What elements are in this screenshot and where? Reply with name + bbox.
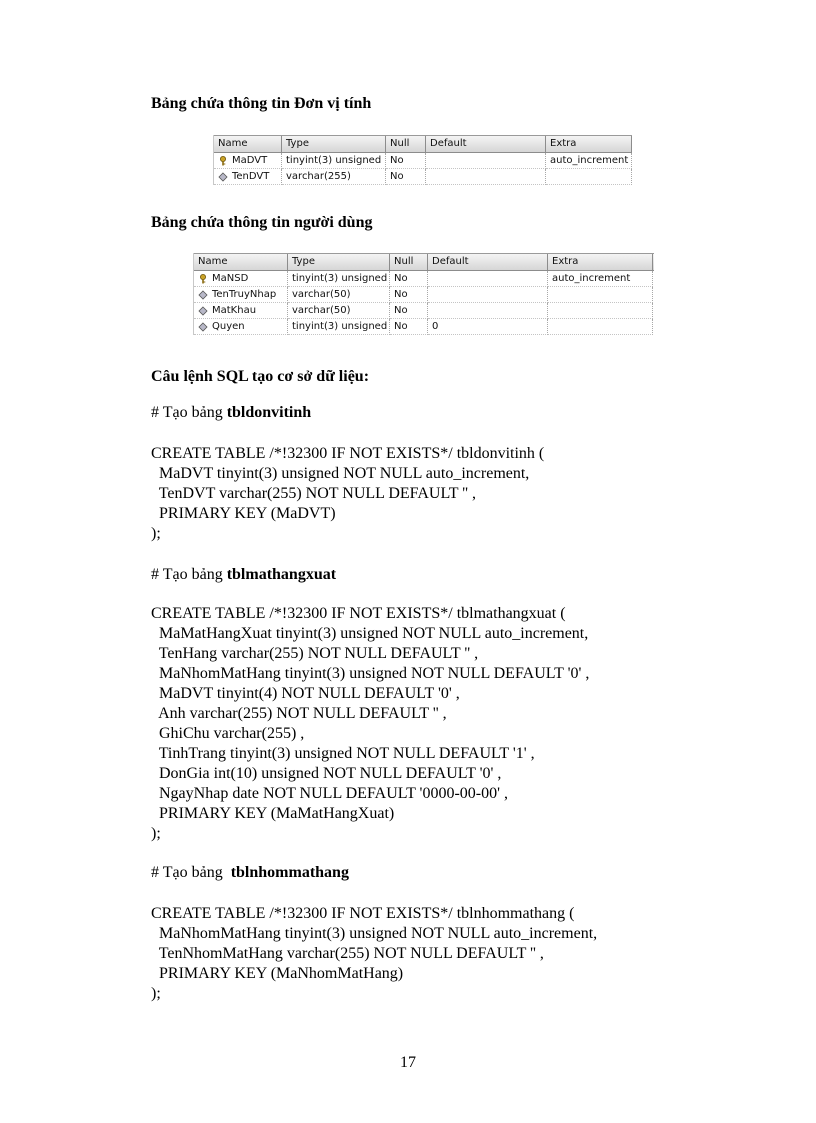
field-extra [546, 169, 632, 185]
comment-prefix: # Tạo bảng [151, 566, 227, 583]
sql-block-mathangxuat [151, 604, 589, 844]
field-default [428, 271, 548, 287]
sql-block-nhommathang [151, 904, 597, 1004]
column-header-null: Null [386, 136, 426, 152]
field-extra: auto_increment [548, 271, 653, 287]
field-icon [198, 290, 208, 300]
code-line: CREATE TABLE /*!32300 IF NOT EXISTS*/ tblmathangxuat ( [151, 605, 566, 622]
field-icon [198, 306, 208, 316]
field-default: 0 [428, 319, 548, 335]
comment-table-name: tblnhommathang [230, 864, 349, 881]
users-table-header [194, 253, 654, 271]
field-type: varchar(50) [288, 303, 390, 319]
field-default [426, 169, 546, 185]
table-row [194, 303, 654, 319]
primary-key-icon [218, 156, 228, 166]
field-extra [548, 319, 653, 335]
code-line: ); [151, 525, 161, 542]
column-header-extra: Extra [546, 136, 632, 152]
units-schema-table [213, 135, 632, 185]
column-header-type: Type [288, 254, 390, 270]
comment-prefix: # Tạo bảng [151, 404, 227, 421]
table-row [214, 153, 632, 169]
column-header-type: Type [282, 136, 386, 152]
code-line: MaNhomMatHang tinyint(3) unsigned NOT NULL DEFAULT '0' , [151, 665, 590, 682]
heading-units-table: Bảng chứa thông tin Đơn vị tính [151, 95, 372, 112]
column-header-extra: Extra [548, 254, 653, 270]
field-name: MaNSD [212, 273, 249, 284]
column-header-name: Name [194, 254, 288, 270]
code-line: PRIMARY KEY (MaMatHangXuat) [151, 805, 395, 822]
code-line: TenHang varchar(255) NOT NULL DEFAULT '' , [151, 645, 479, 662]
column-header-name: Name [214, 136, 282, 152]
comment-prefix: # Tạo bảng [151, 864, 231, 881]
heading-users-table: Bảng chứa thông tin người dùng [151, 214, 373, 231]
code-line: GhiChu varchar(255) , [151, 725, 305, 742]
comment-table-name: tbldonvitinh [226, 404, 312, 421]
field-type: varchar(50) [288, 287, 390, 303]
code-line: Anh varchar(255) NOT NULL DEFAULT '' , [151, 705, 447, 722]
field-icon [218, 172, 228, 182]
comment-create-table-mathangxuat [151, 566, 336, 584]
code-line: MaDVT tinyint(4) NOT NULL DEFAULT '0' , [151, 685, 460, 702]
field-default [428, 303, 548, 319]
table-row [194, 271, 654, 287]
field-name: MatKhau [212, 305, 257, 316]
field-name: MaDVT [232, 155, 268, 166]
table-row [194, 287, 654, 303]
code-line: PRIMARY KEY (MaDVT) [151, 505, 336, 522]
field-type: tinyint(3) unsigned [282, 153, 386, 169]
column-header-null: Null [390, 254, 428, 270]
code-line: TenDVT varchar(255) NOT NULL DEFAULT '' , [151, 485, 477, 502]
field-extra: auto_increment [546, 153, 632, 169]
code-line: PRIMARY KEY (MaNhomMatHang) [151, 965, 404, 982]
primary-key-icon [198, 274, 208, 284]
heading-sql-statements: Câu lệnh SQL tạo cơ sở dữ liệu: [151, 368, 370, 385]
field-null: No [390, 303, 428, 319]
field-null: No [386, 169, 426, 185]
units-table-header [214, 135, 632, 153]
comment-table-name: tblmathangxuat [226, 566, 337, 583]
code-line: TinhTrang tinyint(3) unsigned NOT NULL DEFAULT '1' , [151, 745, 535, 762]
code-line: TenNhomMatHang varchar(255) NOT NULL DEFAULT '' , [151, 945, 544, 962]
field-null: No [386, 153, 426, 169]
users-schema-table [193, 253, 654, 335]
code-line: MaNhomMatHang tinyint(3) unsigned NOT NULL auto_increment, [151, 925, 598, 942]
code-line: ); [151, 985, 161, 1002]
page-number: 17 [400, 1054, 416, 1071]
code-line: ); [151, 825, 161, 842]
sql-block-donvitinh [151, 444, 544, 544]
field-type: tinyint(3) unsigned [288, 319, 390, 335]
column-header-default: Default [426, 136, 546, 152]
code-line: NgayNhap date NOT NULL DEFAULT '0000-00-00' , [151, 785, 508, 802]
code-line: CREATE TABLE /*!32300 IF NOT EXISTS*/ tbldonvitinh ( [151, 445, 545, 462]
field-default [426, 153, 546, 169]
field-null: No [390, 287, 428, 303]
table-row [194, 319, 654, 335]
field-extra [548, 303, 653, 319]
field-type: varchar(255) [282, 169, 386, 185]
field-null: No [390, 271, 428, 287]
field-default [428, 287, 548, 303]
column-header-default: Default [428, 254, 548, 270]
field-name: TenDVT [232, 171, 270, 182]
code-line: MaDVT tinyint(3) unsigned NOT NULL auto_increment, [151, 465, 530, 482]
code-line: MaMatHangXuat tinyint(3) unsigned NOT NULL auto_increment, [151, 625, 589, 642]
field-name: TenTruyNhap [212, 289, 277, 300]
code-line: CREATE TABLE /*!32300 IF NOT EXISTS*/ tblnhommathang ( [151, 905, 575, 922]
comment-create-table-donvitinh [151, 404, 311, 422]
field-type: tinyint(3) unsigned [288, 271, 390, 287]
comment-create-table-nhommathang [151, 864, 349, 882]
table-row [214, 169, 632, 185]
field-extra [548, 287, 653, 303]
field-icon [198, 322, 208, 332]
field-name: Quyen [212, 321, 245, 332]
code-line: DonGia int(10) unsigned NOT NULL DEFAULT '0' , [151, 765, 502, 782]
field-null: No [390, 319, 428, 335]
